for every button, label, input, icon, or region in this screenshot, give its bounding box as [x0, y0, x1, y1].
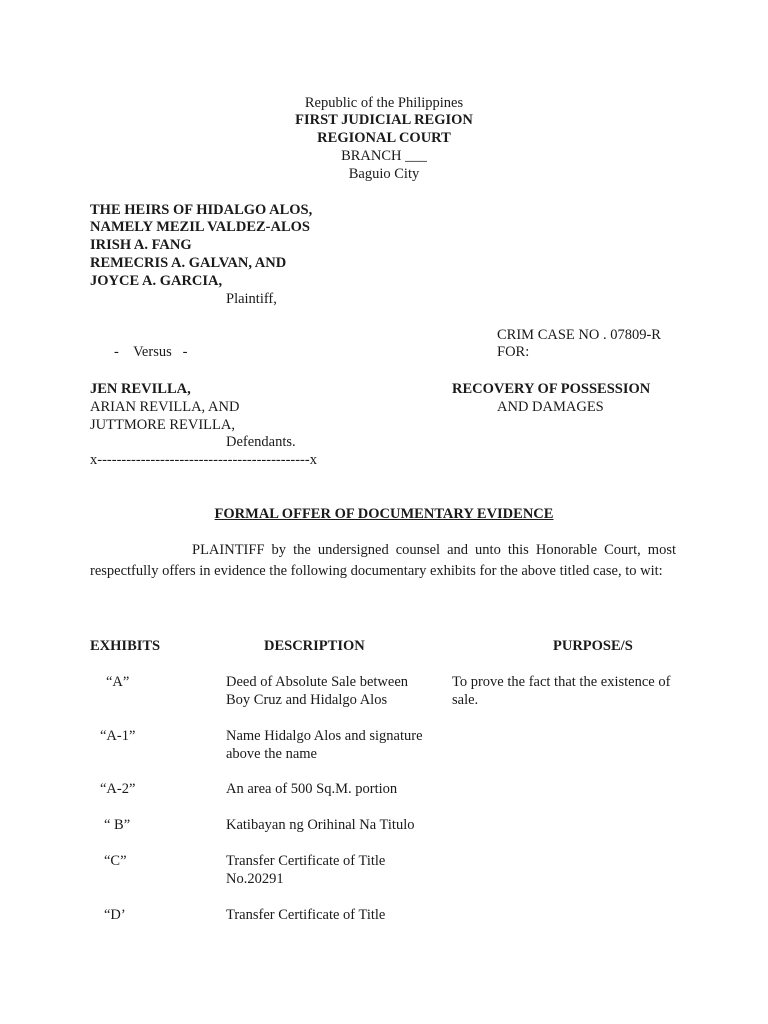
header-exhibits: EXHIBITS: [90, 638, 161, 654]
plaintiff-name: JOYCE A. GARCIA,: [90, 273, 223, 289]
exhibit-description: Transfer Certificate of Title No.20291: [226, 853, 386, 887]
exhibit-label: “ B”: [104, 817, 131, 833]
exhibit-label: “A”: [106, 674, 130, 690]
exhibit-description: Katibayan ng Orihinal Na Titulo: [226, 817, 415, 833]
exhibit-description: Transfer Certificate of Title: [226, 907, 386, 923]
versus-label: - Versus -: [114, 344, 188, 360]
exhibit-label: “D’: [104, 907, 126, 923]
case-nature-line1: RECOVERY OF POSSESSION: [452, 381, 651, 397]
city-line: Baguio City: [348, 166, 420, 182]
exhibit-description: Name Hidalgo Alos and signature above the name: [226, 728, 423, 762]
exhibit-label: “A-1”: [100, 728, 136, 744]
plaintiff-name: THE HEIRS OF HIDALGO ALOS,: [90, 202, 313, 218]
exhibit-label: “A-2”: [100, 781, 136, 797]
exhibit-description: Deed of Absolute Sale between Boy Cruz and Hidalgo Alos: [226, 674, 409, 708]
header-description: DESCRIPTION: [264, 638, 365, 654]
case-nature-line2: AND DAMAGES: [497, 399, 604, 415]
document-title: FORMAL OFFER OF DOCUMENTARY EVIDENCE: [214, 506, 554, 522]
intro-paragraph: PLAINTIFF by the undersigned counsel and unto this Honorable Court, most respectfully offers in evidence the following documentary exhibits for the above titled case, to wit:: [90, 542, 676, 579]
plaintiff-role: Plaintiff,: [226, 291, 277, 307]
judicial-region-line: FIRST JUDICIAL REGION: [295, 112, 473, 128]
branch-line: BRANCH ___: [341, 148, 427, 164]
plaintiff-name: NAMELY MEZIL VALDEZ-ALOS: [90, 219, 310, 235]
header-purpose: PURPOSE/S: [553, 638, 633, 654]
defendant-name: JUTTMORE REVILLA,: [90, 417, 235, 433]
plaintiff-name: REMECRIS A. GALVAN, AND: [90, 255, 287, 271]
exhibit-label: “C”: [104, 853, 127, 869]
case-for-label: FOR:: [497, 344, 530, 360]
defendant-role: Defendants.: [226, 434, 296, 450]
republic-line: Republic of the Philippines: [304, 95, 464, 111]
case-number: CRIM CASE NO . 07809-R: [497, 327, 661, 343]
plaintiff-name: IRISH A. FANG: [90, 237, 192, 253]
exhibit-description: An area of 500 Sq.M. portion: [226, 781, 398, 797]
court-line: REGIONAL COURT: [317, 130, 451, 146]
defendant-lead: JEN REVILLA,: [90, 381, 191, 397]
defendant-name: ARIAN REVILLA, AND: [90, 399, 240, 415]
caption-separator: x--------------------------------------------x: [90, 452, 317, 468]
exhibit-purpose: To prove the fact that the existence of sale.: [452, 674, 671, 708]
